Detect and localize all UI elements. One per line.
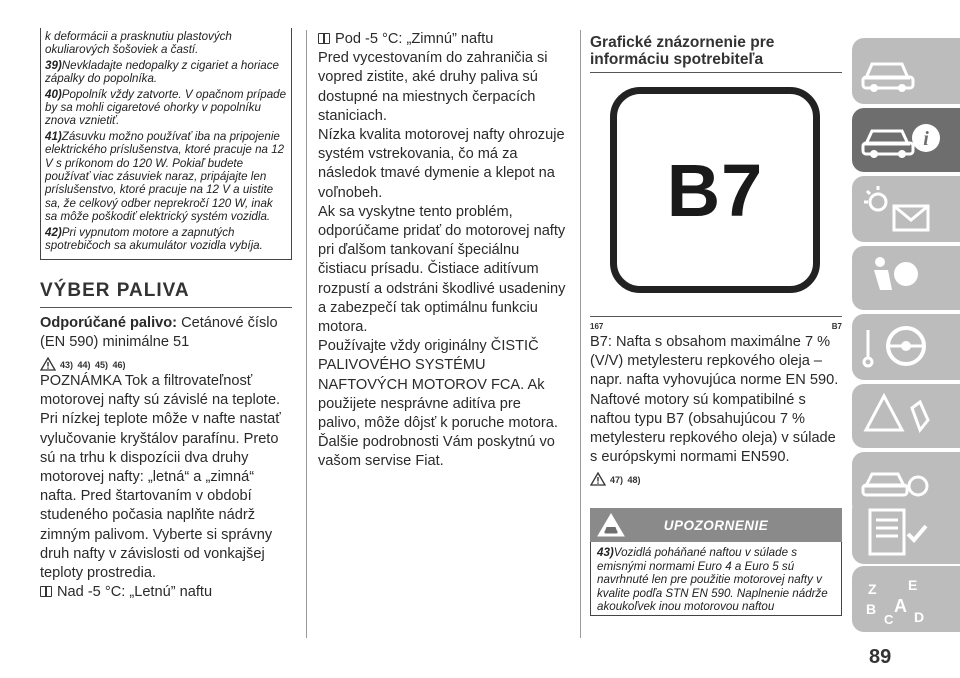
b7-sign-text: B7 xyxy=(666,148,764,232)
figure-rule xyxy=(590,316,842,317)
warning-42: 42)Pri vypnutom motore a zapnutých spotrebičoch sa akumulátor vozidla vybíja. xyxy=(45,225,263,253)
bullet-winter: Pod -5 °C: „Zimnú” naftu xyxy=(318,30,566,49)
tab-technical-data[interactable] xyxy=(852,498,960,564)
tab-safety[interactable] xyxy=(852,246,960,310)
subsection-title: Grafické znázornenie pre informáciu spotrebiteľa xyxy=(590,34,775,68)
warning-refs: 47) 48) xyxy=(590,468,842,486)
column-divider xyxy=(580,30,581,638)
bullet-summer: Nad -5 °C: „Letnú” naftu xyxy=(40,583,292,602)
right-column xyxy=(590,28,842,616)
car-info-icon xyxy=(858,114,944,166)
tab-emergency[interactable] xyxy=(852,384,960,448)
tab-vehicle-info[interactable] xyxy=(852,108,960,172)
tab-driving[interactable] xyxy=(852,314,960,380)
warning-triangle-icon xyxy=(40,357,56,371)
warning-triangle-icon xyxy=(590,472,606,486)
warning-light-icon xyxy=(858,182,944,238)
alphabet-index-icon xyxy=(858,572,944,628)
book-icon xyxy=(318,33,330,44)
figure-label: B7 xyxy=(831,322,842,331)
airbag-icon xyxy=(858,252,944,304)
section-title: VÝBER PALIVA xyxy=(40,279,190,301)
car-warning-icon xyxy=(596,512,626,538)
warning-39: 39)Nevkladajte nedopalky z cigariet a horiace zápalky do popolníka. xyxy=(45,58,279,86)
paragraph-4: Používajte vždy originálny ČISTIČ PALIVOVÉHO SYSTÉMU NAFTOVÝCH MOTOROV FCA. Ak použijete nesprávne aditíva pre palivo, môže dôjsť k poruche motora. Ďalšie podrobnosti Vám poskytnú vo vašom servise Fiat. xyxy=(318,338,558,470)
warnings-box xyxy=(40,28,292,260)
warning-body xyxy=(590,542,842,616)
note-paragraph: POZNÁMKA Tok a filtrovateľnosť motorovej nafty sú závislé na teplote. Pri nízkej teplote môže v nafte nastať vylučovanie kryštálov parafínu. Preto sú na trhu k dispozícii dva druhy motorovej nafty: „letná“ a „zimná“ nafta. Pred štartovaním v období studeného počasia naplňte nádrž zimným palivom. Vyberte si správny druh nafty v závislosti od vonkajšej teploty prostredia. xyxy=(40,372,281,581)
warning-title: UPOZORNENIE xyxy=(663,517,769,533)
tab-index[interactable] xyxy=(852,566,960,632)
warning-40: 40)Popolník vždy zatvorte. V opačnom prípade by sa mohli cigaretové ohorky v popolníku znova vznietiť. xyxy=(45,87,287,128)
left-column xyxy=(40,28,292,602)
steering-wheel-icon xyxy=(858,320,944,376)
page-number: 89 xyxy=(869,646,892,668)
warning-refs: 43) 44) 45) 46) xyxy=(40,353,292,371)
tab-warning-lights[interactable] xyxy=(852,176,960,242)
section-rule xyxy=(40,307,292,308)
b7-figure xyxy=(590,77,842,339)
tab-vehicle[interactable] xyxy=(852,38,960,104)
svg-text:B: B xyxy=(866,601,877,617)
warning-continued: k deformácii a prasknutiu plastových okuliarových šošoviek a častí. xyxy=(45,30,232,57)
b7-description: B7: Nafta s obsahom maximálne 7 % (V/V) metylesteru repkového oleja – napr. nafta vyhovujúca norme EN 590. Naftové motory sú kompatibilné s naftou typu B7 (obsahujúcou 7 % metylesteru repkového oleja) v súlade s európskymi normami EN590. xyxy=(590,334,839,466)
paragraph-3: Ak sa vyskytne tento problém, odporúčame pridať do motorovej nafty pri ďalšom tankovaní špeciálnu čistiacu prísadu. Čistiace aditívum rozpustí a odstráni škodlivé usadeniny a zabezpečí tak optimálnu funkciu motora. xyxy=(318,203,566,336)
warning-41: 41)Zásuvku možno používať iba na pripojenie elektrického príslušenstva, ktoré pracuje na 12 V s príkonom do 120 W. Pokiaľ budete používať viac zásuviek naraz, pripájajte len príslušenstvo, ktoré pracuje na 12 V a uistite sa, že celkový odber neprekročí 120 W, inak sa môže poškodiť elektrický systém vozidla. xyxy=(45,129,285,224)
emergency-triangle-icon xyxy=(858,390,944,442)
paragraph-2: Nízka kvalita motorovej nafty ohrozuje systém vstrekovania, čo má za následok tmavé dymenie a klepot na voľnobeh. xyxy=(318,127,565,201)
recommended-fuel: Odporúčané palivo: Cetánové číslo (EN 590) minimálne 51 xyxy=(40,314,278,350)
middle-column xyxy=(318,30,566,472)
figure-code: 167 xyxy=(590,322,604,331)
book-icon xyxy=(40,586,52,597)
svg-text:i: i xyxy=(923,128,929,150)
car-icon xyxy=(858,44,922,98)
warning-header xyxy=(590,508,842,542)
document-list-icon xyxy=(858,504,944,560)
b7-sign xyxy=(610,87,820,293)
column-divider xyxy=(306,30,307,638)
paragraph-1: Pred vycestovaním do zahraničia si vopred zistite, aké druhy paliva sú dostupné na miestnych čerpacích staniciach. xyxy=(318,50,548,124)
svg-text:D: D xyxy=(914,609,925,625)
svg-text:E: E xyxy=(908,577,918,593)
svg-text:C: C xyxy=(884,612,894,627)
subsection-rule xyxy=(590,72,842,73)
warning-43: 43)Vozidlá poháňané naftou v súlade s emisnými normami Euro 4 a Euro 5 sú navrhnuté len pre použitie motorovej nafty v kvalite podľa STN EN 590. Naplnenie nádrže akoukoľvek inou motorovou naftou xyxy=(597,546,828,614)
svg-text:A: A xyxy=(894,596,907,616)
svg-text:Z: Z xyxy=(868,581,877,597)
